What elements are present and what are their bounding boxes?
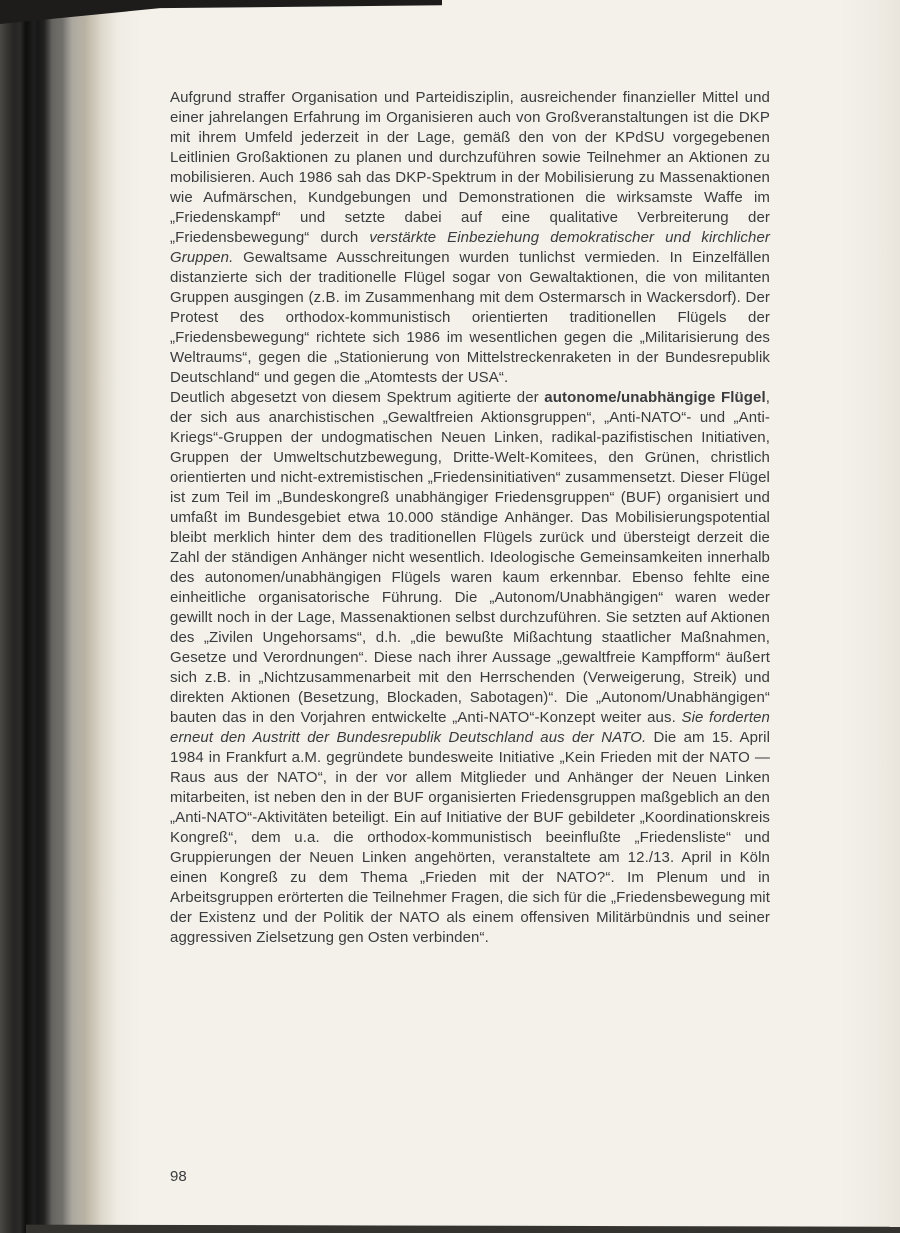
paragraph-traditional-wing (170, 88, 770, 388)
page-number: 98 (170, 1168, 187, 1185)
text-run-italic: Sie forderten erneut den Austritt der Bundesrepublik Deutschland aus der NATO. (170, 709, 770, 746)
scan-top-shadow (0, 0, 442, 24)
text-run: Aufgrund straffer Organisation und Parteidisziplin, ausreichender finanzieller Mittel und einer jahrelangen Erfahrung im Organisieren auch von Großveranstaltungen ist die DKP mit ihrem Umfeld jederzeit in der Lage, gemäß den von der KPdSU vorgegebenen Leitlinien Großaktionen zu planen und durchzuführen sowie Teilnehmer an Aktionen zu mobilisieren. Auch 1986 sah das DKP-Spektrum in der Mobilisierung zu Massenaktionen wie Aufmärschen, Kundgebungen und Demonstrationen die wirksamste Waffe im „Friedenskampf“ und setzte dabei auf eine qualitative Verbreiterung der „Friedensbewegung“ durch (170, 89, 770, 246)
text-run: Deutlich abgesetzt von diesem Spektrum agitierte der (170, 389, 545, 406)
paragraph-autonomous-wing (170, 388, 770, 948)
text-run-bold: autonome/unabhängige Flügel (544, 389, 766, 406)
book-binding-edge (0, 0, 118, 1233)
text-run: Die am 15. April 1984 in Frankfurt a.M. gegründete bundesweite Initiative „Kein Frieden mit der NATO — Raus aus der NATO“, in der vor allem Mitglieder und Anhänger der Neuen Linken mitarbeiten, ist neben den in der BUF organisierten Friedensgruppen maßgeblich an den „Anti-NATO“-Aktivitäten beteiligt. Ein auf Initiative der BUF gebildeter „Koordinationskreis Kongreß“, dem u.a. die orthodox-kommunistisch beeinflußte „Friedensliste“ und Gruppierungen der Neuen Linken angehörten, veranstaltete am 12./13. April in Köln einen Kongreß zu dem Thema „Frieden mit der NATO?“. Im Plenum und in Arbeitsgruppen erörterten die Teilnehmer Fragen, die sich für die „Friedensbewegung mit der Existenz und der Politik der NATO als einem offensiven Militärbündnis und seiner aggressiven Zielsetzung gen Osten verbinden“. (170, 729, 770, 946)
text-run-italic: verstärkte Einbeziehung demokratischer und kirchlicher Gruppen. (170, 229, 770, 266)
text-run: , der sich aus anarchistischen „Gewaltfreien Aktionsgruppen“, „Anti-NATO“- und „Anti-Kriegs“-Gruppen der undogmatischen Neuen Linken, radikal-pazifistischen Initiativen, Gruppen der Umweltschutzbewegung, Dritte-Welt-Komitees, den Grünen, christlich orientierten und nicht-extremistischen „Friedensinitiativen“ zusammensetzt. Dieser Flügel ist zum Teil im „Bundeskongreß unabhängiger Friedensgruppen“ (BUF) organisiert und umfaßt im Bundesgebiet etwa 10.000 ständige Anhänger. Das Mobilisierungspotential bleibt merklich hinter dem des traditionellen Flügels zurück und übersteigt derzeit die Zahl der ständigen Anhänger nicht wesentlich. Ideologische Gemeinsamkeiten innerhalb des autonomen/unabhängigen Flügels waren kaum erkennbar. Ebenso fehlte eine einheitliche organisatorische Führung. Die „Autonom/Unabhängigen“ waren weder gewillt noch in der Lage, Massenaktionen selbst durchzuführen. Sie setzten auf Aktionen des „Zivilen Ungehorsams“, d.h. „die bewußte Mißachtung staatlicher Maßnahmen, Gesetze und Verordnungen“. Diese nach ihrer Aussage „gewaltfreie Kampfform“ äußert sich z.B. in „Nichtzusammenarbeit mit den Herrschenden (Verweigerung, Streik) und direkten Aktionen (Besetzung, Blockaden, Sabotagen)“. Die „Autonom/Unabhängigen“ bauten das in den Vorjahren entwickelte „Anti-NATO“-Konzept weiter aus. (170, 389, 771, 726)
scan-bottom-shadow (26, 1221, 900, 1233)
text-run: Gewaltsame Ausschreitungen wurden tunlichst vermieden. In Einzelfällen distanzierte sich der traditionelle Flügel sogar von Gewaltaktionen, die von militanten Gruppen ausgingen (z.B. im Zusammenhang mit dem Ostermarsch in Wackersdorf). Der Protest des orthodox-kommunistisch orientierten traditionellen Flügels der „Friedensbewegung“ richtete sich 1986 im wesentlichen gegen die „Militarisierung des Weltraums“, gegen die „Stationierung von Mittelstreckenraketen in der Bundesrepublik Deutschland“ und gegen die „Atomtests der USA“. (170, 249, 770, 386)
page-body-text (170, 88, 770, 948)
